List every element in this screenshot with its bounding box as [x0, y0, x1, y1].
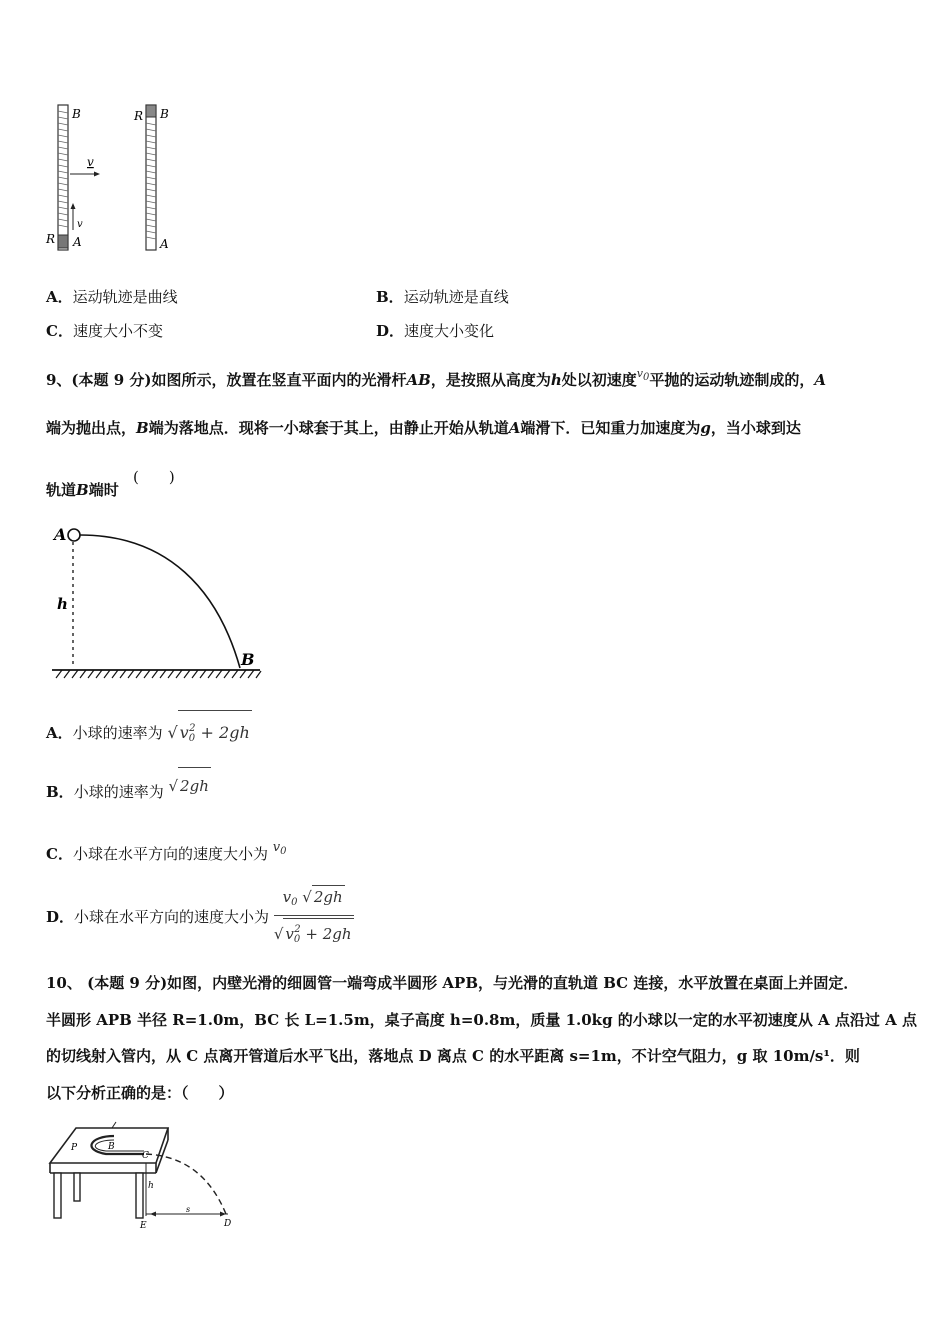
q9-line2-mid: 端为落地点．现将一小球套于其上，由静止开始从轨道: [148, 419, 509, 437]
q10-stem-line2: 半圆形 APB 半径 R=1.0m，BC 长 L=1.5m，桌子高度 h=0.8m，质量 1.0kg 的小球以一定的水平初速度从 A 点沿过 A 点: [46, 1011, 917, 1029]
q9-stem-line3: [46, 479, 119, 500]
left-tube-label-v-right: v: [87, 155, 94, 169]
q9-line1-h: h: [550, 371, 562, 389]
q9-option-c[interactable]: [46, 830, 286, 866]
q10-figure-label-b: B: [108, 1142, 115, 1152]
q9-projectile-figure: [48, 520, 268, 690]
q8-option-c-text: 速度大小不变: [72, 322, 163, 340]
q9-line1-ab: AB: [406, 371, 431, 389]
q9-option-c-letter: C．: [46, 845, 73, 863]
right-tube-label-a: A: [160, 237, 169, 251]
q10-figure-label-p: P: [71, 1143, 78, 1153]
q9-line2-prefix: 端为抛出点，: [46, 419, 137, 437]
q9-line1-mid2: 处以初速度: [561, 371, 637, 389]
q9-line1-suffix: 平抛的运动轨迹制成的，: [649, 371, 815, 389]
q9-option-c-formula: $v_0$: [272, 840, 287, 857]
q9-line2-b: B: [136, 419, 149, 437]
q10-figure-label-c: C: [142, 1151, 149, 1161]
right-tube-label-r: R: [134, 109, 144, 123]
q9-figure-label-h: h: [57, 595, 68, 613]
q9-option-c-text: 小球在水平方向的速度大小为: [72, 845, 268, 863]
q10-figure-label-s: s: [186, 1205, 191, 1214]
q9-figure-label-b: B: [241, 650, 255, 669]
q9-line2-suffix: ，当小球到达: [710, 419, 801, 437]
q8-option-a-text: 运动轨迹是曲线: [72, 288, 178, 306]
tubes-figure: [40, 95, 190, 260]
q9-option-b[interactable]: [46, 767, 211, 803]
q9-option-a-text: 小球的速率为: [72, 724, 163, 742]
q8-option-c[interactable]: [46, 320, 163, 341]
q8-option-c-letter: C．: [46, 322, 73, 340]
q9-option-d-formula: $\frac{v_0 √ 2gh}{√ v_0^2 + 2gh}$: [274, 885, 354, 951]
q8-option-b-letter: B．: [376, 288, 404, 306]
q9-v0-symbol: v: [636, 367, 643, 380]
left-tube-label-v-up: v: [77, 219, 83, 230]
right-tube: [146, 105, 156, 250]
q9-option-a[interactable]: [46, 710, 252, 746]
q9-option-a-letter: A．: [46, 724, 73, 742]
left-tube-label-a: A: [73, 235, 82, 249]
q9-line3-prefix: 轨道: [46, 481, 77, 499]
q9-line2-g: g: [700, 419, 711, 437]
q9-option-d-letter: D．: [46, 908, 75, 926]
q8-option-b[interactable]: [376, 286, 509, 307]
q8-option-a-letter: A．: [46, 288, 73, 306]
q8-option-a[interactable]: [46, 286, 178, 307]
q9-answer-paren: ( ): [133, 468, 175, 486]
q9-line1-prefix: 9、(本题 9 分)如图所示，放置在竖直平面内的光滑杆: [46, 371, 407, 389]
q9-line2-mid2: 端滑下．已知重力加速度为: [520, 419, 701, 437]
q9-option-b-letter: B．: [46, 783, 74, 801]
q8-option-d[interactable]: [376, 320, 494, 341]
q9-option-d-text: 小球在水平方向的速度大小为: [74, 908, 270, 926]
left-tube-label-b: B: [72, 107, 81, 121]
q10-table-figure: [46, 1118, 246, 1233]
q8-option-d-text: 速度大小变化: [404, 322, 495, 340]
q10-figure-label-h: h: [148, 1181, 154, 1191]
q9-option-a-formula: √ $v_0^2 + 2gh$: [167, 723, 251, 742]
q9-option-b-formula: √ 2gh: [168, 777, 210, 795]
q9-line1-v0: [636, 367, 650, 383]
q9-option-d[interactable]: [46, 885, 354, 949]
q9-stem-line1: [46, 367, 826, 390]
q10-stem-line1: 10、 (本题 9 分)如图，内壁光滑的细圆管一端弯成半圆形 APB，与光滑的直轨道 BC 连接，水平放置在桌面上并固定．: [46, 974, 859, 992]
q9-option-b-text: 小球的速率为: [73, 783, 164, 801]
q9-line1-a: A: [814, 371, 827, 389]
q8-option-b-text: 运动轨迹是直线: [403, 288, 509, 306]
q9-line3-suffix: 端时: [88, 481, 119, 499]
q10-stem-line4: 以下分析正确的是：（ ）: [46, 1084, 234, 1102]
q9-figure-label-a: A: [54, 525, 67, 544]
q9-line1-mid: ，是按照从高度为: [430, 371, 551, 389]
q9-line2-a: A: [508, 419, 521, 437]
right-tube-label-b: B: [160, 107, 169, 121]
q10-stem-line3: 的切线射入管内，从 C 点离开管道后水平飞出，落地点 D 离点 C 的水平距离 s=1m，不计空气阻力，g 取 10m/s¹．则: [46, 1047, 860, 1065]
q9-stem-line2: [46, 417, 801, 438]
q10-figure-label-e: E: [140, 1221, 147, 1231]
q9-line3-b: B: [76, 481, 89, 499]
q8-option-d-letter: D．: [376, 322, 405, 340]
q9-v0-subscript: 0: [643, 372, 650, 383]
q10-figure-label-d: D: [224, 1219, 232, 1229]
left-tube-label-r: R: [46, 232, 56, 246]
